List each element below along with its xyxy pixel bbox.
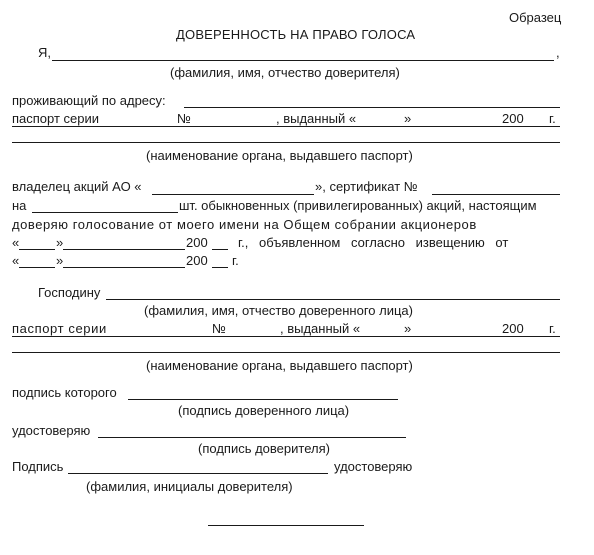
principal-suffix: , bbox=[556, 45, 560, 60]
shares-line3 bbox=[12, 217, 560, 233]
rep-signature-caption: (подпись доверенного лица) bbox=[178, 403, 350, 418]
shares-count-line[interactable] bbox=[32, 212, 178, 213]
passport-series-label: паспорт серии bbox=[12, 111, 100, 126]
document-title: ДОВЕРЕННОСТЬ НА ПРАВО ГОЛОСА bbox=[176, 27, 416, 42]
principal-name-caption: (фамилия, имя, отчество доверителя) bbox=[170, 65, 400, 80]
shares-line3-text: доверяю голосование от моего имени на Общем собрании акционеров bbox=[12, 217, 477, 232]
meeting-date-open-quote: « bbox=[12, 235, 20, 250]
notice-month-line[interactable] bbox=[63, 267, 185, 268]
rep-passport-line[interactable] bbox=[12, 336, 560, 337]
passport-number-sign: № bbox=[177, 111, 191, 126]
principal-signature-line[interactable] bbox=[98, 437, 406, 438]
notice-date-close-quote: » bbox=[56, 253, 64, 268]
passport-year: 200 bbox=[502, 111, 524, 126]
principal-name-line[interactable] bbox=[52, 60, 554, 61]
shares-owner-suffix: », сертификат № bbox=[315, 179, 418, 194]
representative-name-line[interactable] bbox=[106, 299, 560, 300]
authority-line[interactable] bbox=[12, 142, 560, 143]
meeting-year-line[interactable] bbox=[212, 249, 228, 250]
rep-passport-number-sign: № bbox=[212, 321, 226, 336]
certify-label: удостоверяю bbox=[12, 423, 91, 438]
passport-line[interactable] bbox=[12, 126, 560, 127]
rep-passport-series-label: паспорт серии bbox=[12, 321, 107, 336]
meeting-announced-text bbox=[238, 235, 560, 251]
principal-prefix: Я, bbox=[38, 45, 51, 60]
rep-passport-quote-close: » bbox=[404, 321, 412, 336]
shares-text: шт. обыкновенных (привилегированных) акций, настоящим bbox=[179, 198, 537, 213]
principal-initials-line[interactable] bbox=[68, 473, 328, 474]
notice-date-open-quote: « bbox=[12, 253, 20, 268]
authority-caption: (наименование органа, выдавшего паспорт) bbox=[146, 148, 413, 163]
certificate-number-line[interactable] bbox=[432, 194, 560, 195]
address-label: проживающий по адресу: bbox=[12, 93, 166, 108]
sample-label: Образец bbox=[509, 10, 562, 25]
representative-name-caption: (фамилия, имя, отчество доверенного лица) bbox=[144, 303, 413, 318]
passport-issued-label: , выданный « bbox=[276, 111, 357, 126]
certifier-signature-line[interactable] bbox=[208, 525, 364, 526]
address-line[interactable] bbox=[184, 107, 560, 108]
signature-of-label: подпись которого bbox=[12, 385, 117, 400]
meeting-year: 200 bbox=[186, 235, 208, 250]
rep-authority-line[interactable] bbox=[12, 352, 560, 353]
representative-label: Господину bbox=[38, 285, 101, 300]
meeting-month-line[interactable] bbox=[63, 249, 185, 250]
signature-label: Подпись bbox=[12, 459, 64, 474]
notice-year-suffix: г. bbox=[232, 253, 239, 268]
meeting-day-line[interactable] bbox=[19, 249, 55, 250]
meeting-date-close-quote: » bbox=[56, 235, 64, 250]
certify-after-label: удостоверяю bbox=[334, 459, 413, 474]
rep-passport-issued-label: , выданный « bbox=[280, 321, 361, 336]
meeting-announced-label: г., объявленном согласно извещению от bbox=[238, 235, 509, 250]
shares-on-label: на bbox=[12, 198, 27, 213]
notice-day-line[interactable] bbox=[19, 267, 55, 268]
rep-passport-year-suffix: г. bbox=[549, 321, 556, 336]
rep-signature-line[interactable] bbox=[128, 399, 398, 400]
rep-authority-caption: (наименование органа, выдавшего паспорт) bbox=[146, 358, 413, 373]
company-name-line[interactable] bbox=[152, 194, 314, 195]
principal-initials-caption: (фамилия, инициалы доверителя) bbox=[86, 479, 293, 494]
notice-year: 200 bbox=[186, 253, 208, 268]
notice-year-line[interactable] bbox=[212, 267, 228, 268]
passport-year-suffix: г. bbox=[549, 111, 556, 126]
rep-passport-year: 200 bbox=[502, 321, 524, 336]
passport-quote-close: » bbox=[404, 111, 412, 126]
principal-signature-caption: (подпись доверителя) bbox=[198, 441, 330, 456]
shares-owner-prefix: владелец акций АО « bbox=[12, 179, 142, 194]
